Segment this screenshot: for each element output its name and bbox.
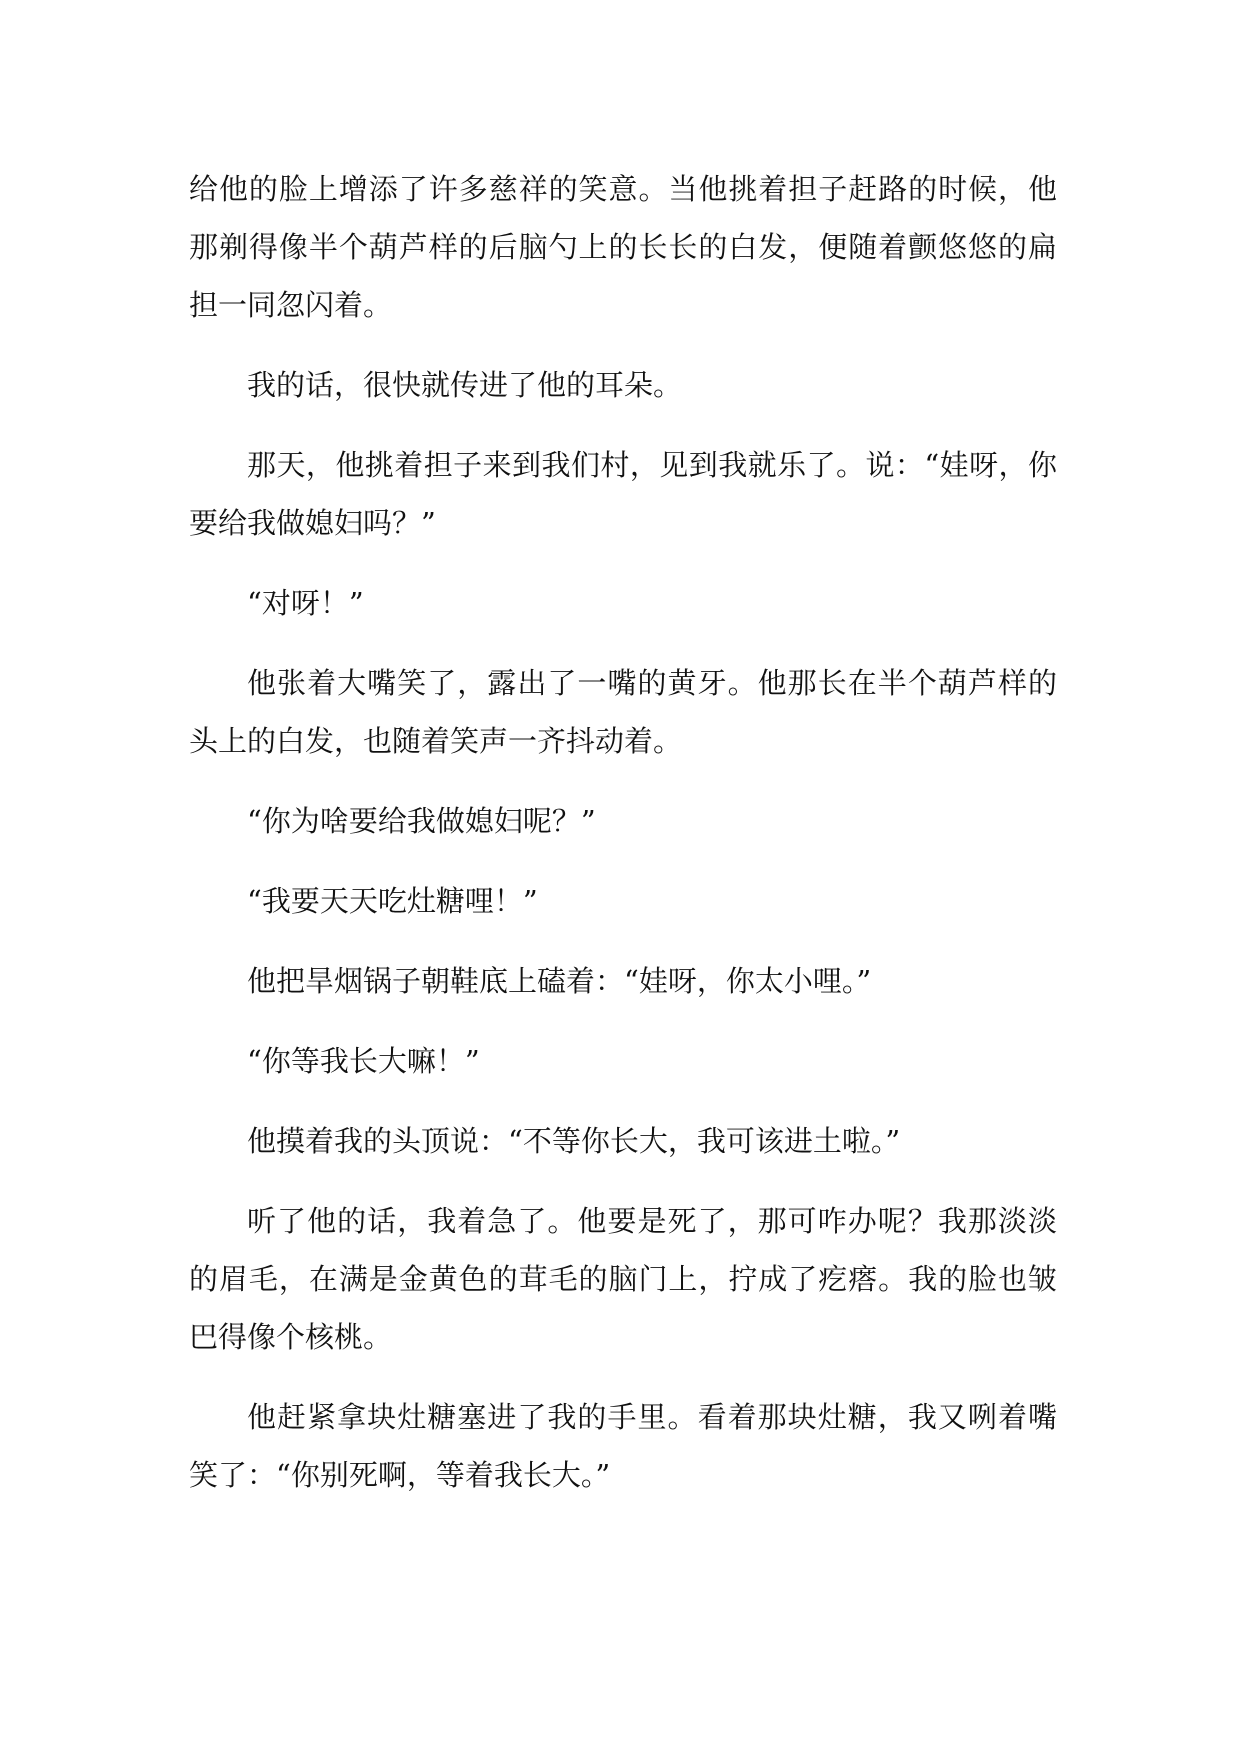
paragraph: 他赶紧拿块灶糖塞进了我的手里。看着那块灶糖，我又咧着嘴笑了：“你别死啊，等着我长大。”: [189, 1400, 1057, 1492]
paragraph: “对呀！”: [247, 586, 364, 620]
paragraph: “你为啥要给我做媳妇呢？”: [247, 804, 596, 838]
paragraph: 他张着大嘴笑了，露出了一嘴的黄牙。他那长在半个葫芦样的头上的白发，也随着笑声一齐抖动着。: [189, 666, 1057, 758]
paragraph: 那天，他挑着担子来到我们村，见到我就乐了。说：“娃呀，你要给我做媳妇吗？”: [189, 448, 1057, 540]
paragraph: 给他的脸上增添了许多慈祥的笑意。当他挑着担子赶路的时候，他那剃得像半个葫芦样的后脑勺上的长长的白发，便随着颤悠悠的扁担一同忽闪着。: [189, 172, 1057, 322]
paragraph: 听了他的话，我着急了。他要是死了，那可咋办呢？我那淡淡的眉毛，在满是金黄色的茸毛的脑门上，拧成了疙瘩。我的脸也皱巴得像个核桃。: [189, 1204, 1057, 1354]
paragraph: “我要天天吃灶糖哩！”: [247, 884, 538, 918]
paragraph: 我的话，很快就传进了他的耳朵。: [247, 368, 683, 402]
paragraph: 他摸着我的头顶说：“不等你长大，我可该进土啦。”: [247, 1124, 901, 1158]
paragraph: “你等我长大嘛！”: [247, 1044, 480, 1078]
paragraph: 他把旱烟锅子朝鞋底上磕着：“娃呀，你太小哩。”: [247, 964, 872, 998]
story-text: [189, 160, 1057, 1526]
